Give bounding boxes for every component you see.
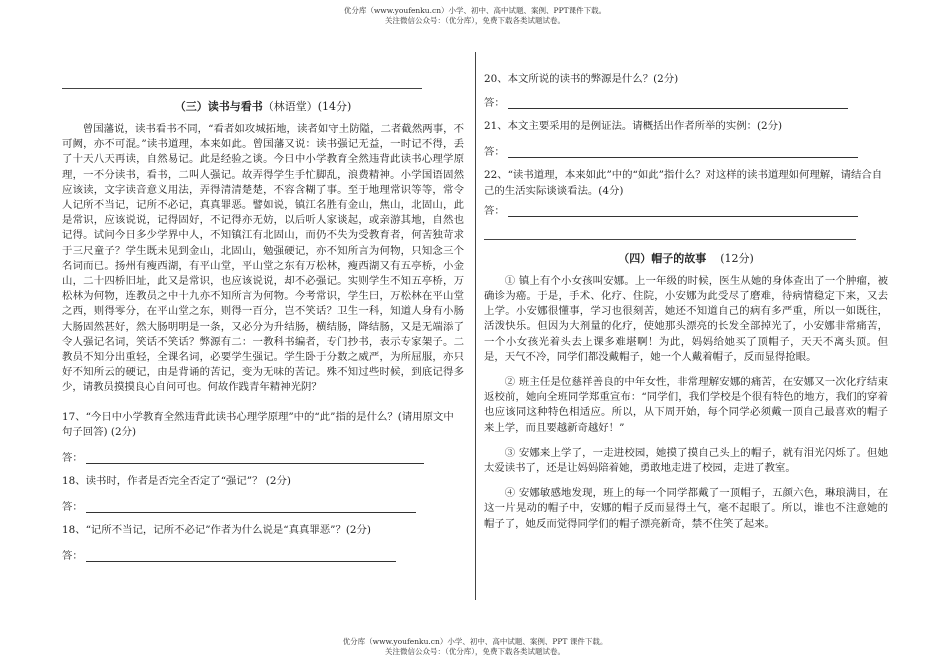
answer-18b-line[interactable] xyxy=(86,561,396,562)
answer-17-label: 答： xyxy=(62,451,83,464)
footer-line-1: 优分库（www.youfenku.cn）小学、初中、高中试题、案例、PPT 课件下载。 xyxy=(342,637,608,646)
answer-20-label: 答： xyxy=(484,97,505,109)
answer-18a-line[interactable] xyxy=(86,512,416,513)
question-18a: 18、读书时，作者是否完全否定了“强记”？ (2分) xyxy=(62,475,291,488)
story-paragraph-4: ④ 安娜敏感地发现，班上的每一个同学都戴了一顶帽子，五颜六色，琳琅满目，在这一片晃动的帽子中，安娜的帽子反而显得土气，毫不起眼了。所以，谁也不注意她的帽子了，她反而觉得同学们的帽子漂亮新奇，禁不住笑了起来。 xyxy=(484,487,888,530)
left-column xyxy=(62,52,464,564)
column-divider xyxy=(475,52,476,600)
page-footer xyxy=(0,637,950,657)
header-line-2: 关注微信公众号：（优分库），免费下载各类试题试卷。 xyxy=(385,16,565,25)
section-3-score: (14分) xyxy=(317,100,352,113)
story-paragraph-2: ② 班主任是位慈祥善良的中年女性，非常理解安娜的痛苦，在安娜又一次化疗结束返校前，她向全班同学郑重宣布：“同学们，我们学校是个很有特色的地方，我们的穿着也应该同这种特色相适应。所以，从下周开始，每个同学必须戴一顶自己最喜欢的帽子来上学，而且要越新奇越好！” xyxy=(484,376,888,434)
answer-20 xyxy=(484,93,888,111)
section-4-title-main: （四）帽子的故事 xyxy=(618,251,707,265)
section-4-title xyxy=(484,250,888,268)
answer-18b-label: 答： xyxy=(62,550,83,563)
answer-18b xyxy=(62,546,464,564)
footer-line-2: 关注微信公众号：（优分库），免费下载各类试题试卷。 xyxy=(385,647,565,656)
section-3-title-main: （三）读书与看书 xyxy=(174,100,263,113)
answer-22-line[interactable] xyxy=(508,216,858,217)
section-3-passage: 曾国藩说，读书看书不同，“看者如攻城拓地，读者如守土防隘，二者截然两事，不可阙，亦不可混。”读书道理，本来如此。曾国藩又说：读书强记无益，一时记不得，丢了十天八天再读，自然易记。此是经验之谈。今日中小学教育全然违背此读书心理学原理，一不分读书，看书，二叫人强记。故弄得学生手忙脚乱，浪费精神。小学国语固然应该读，文字读音意义用法，弄得清清楚楚，不容含糊了事。至于地理常识等等，常令人记所不当记，记所不必记，真真罪恶。譬如说，镇江名胜有金山，焦山，北固山，此是常识，应该说说，记得固好，不记得亦无妨，以后听人家谈起，或亲游其地，自然也记得。试问今日多少学界中人，不知镇江有北固山，而仍不失为受教育者，何苦独苛求于三尺童子？学生既未见到金山，北固山，勉强硬记，亦不知所言为何物，只知念三个名词而已。扬州有瘦西湖，有平山堂，平山堂之东有万松林，瘦西湖又有五亭桥，小金山，二十四桥旧址，此又是常识，也应该说说，却不必强记。实则学生不知五亭桥，万松林为何物，连教员之中十九亦不知所言为何物。今考常识，学生曰，万松林在平山堂之西，则得零分，在平山堂之东，则得一百分，岂不笑话？卫生一科，知道人身有小肠大肠固然甚好，然大肠明明是一条，又必分为升结肠，横结肠，降结肠，又是无端添了令人强记名词，笑话不笑话？弊源有二：一教科书编者，专门抄书，表示专家架子。二教员不知分出重轻，全课名词，必要学生强记。学生卧于分数之威严，为所屈服，亦只好不知所云的硬记，由是背诵的苦记，变为无味的苦记。殊不知过些时候，到底记得多少，请教员摸摸良心自问可也。何故作践青年精神光阴？ xyxy=(62,123,464,394)
question-18b: 18、“记所不当记，记所不必记”作者为什么说是“真真罪恶”？(2分) xyxy=(62,524,371,537)
answer-20-line[interactable] xyxy=(508,108,848,109)
answer-18a xyxy=(62,497,464,515)
answer-17-line[interactable] xyxy=(86,463,424,464)
right-column xyxy=(484,52,888,532)
section-3-title xyxy=(62,98,464,116)
question-21: 21、本文主要采用的是例证法。请概括出作者所举的实例：(2分) xyxy=(484,120,783,133)
question-20: 20、本文所说的读书的弊源是什么？(2分) xyxy=(484,73,679,85)
question-22: 22、“读书道理，本来如此”中的“如此”指什么？对这样的读书道理如何理解，请结合自己的生活实际谈谈看法。(4分) xyxy=(484,169,883,197)
answer-17 xyxy=(62,448,464,466)
question-17: 17、“今日中小学教育全然违背此读书心理学原理”中的“此”指的是什么？(请用原文中句子回答) (2分) xyxy=(62,410,454,438)
section-3-author: （林语堂） xyxy=(262,100,318,113)
story-paragraph-1: ① 镇上有个小女孩叫安娜。上一年级的时候，医生从她的身体查出了一个肿瘤，被确诊为癌。于是，手术、化疗、住院，小安娜为此受尽了磨难，待病情稳定下来，又去上学。小安娜很懂事，学习也很刻苦，她还不知道自己的病有多严重，所以一如既往，活泼快乐。但因为大剂量的化疗，使她那头漂亮的长发全部掉光了，小安娜非常痛苦，一个小女孩光着头去上课多难堪啊！为此，妈妈给她买了顶帽子，天天不离头顶。但是，天气不冷，同学们都没戴帽子，她一个人戴着帽子，反而显得抢眼。 xyxy=(484,274,888,363)
page-header xyxy=(0,6,950,26)
section-4-score: (12分) xyxy=(720,251,754,265)
answer-22 xyxy=(484,201,888,219)
story-paragraph-3: ③ 安娜来上学了，一走进校园，她摸了摸自己头上的帽子，就有泪光闪烁了。但她太爱读书了，还是让妈妈陪着她，勇敢地走进了校园，走进了教室。 xyxy=(484,446,888,475)
answer-21-line[interactable] xyxy=(508,157,858,158)
answer-21 xyxy=(484,142,888,160)
answer-18a-label: 答： xyxy=(62,501,83,514)
answer-21-label: 答： xyxy=(484,146,505,159)
answer-22-label: 答： xyxy=(484,204,505,217)
header-line-1: 优分库（www.youfenku.cn）小学、初中、高中试题、案例、PPT课件下载。 xyxy=(343,6,607,15)
